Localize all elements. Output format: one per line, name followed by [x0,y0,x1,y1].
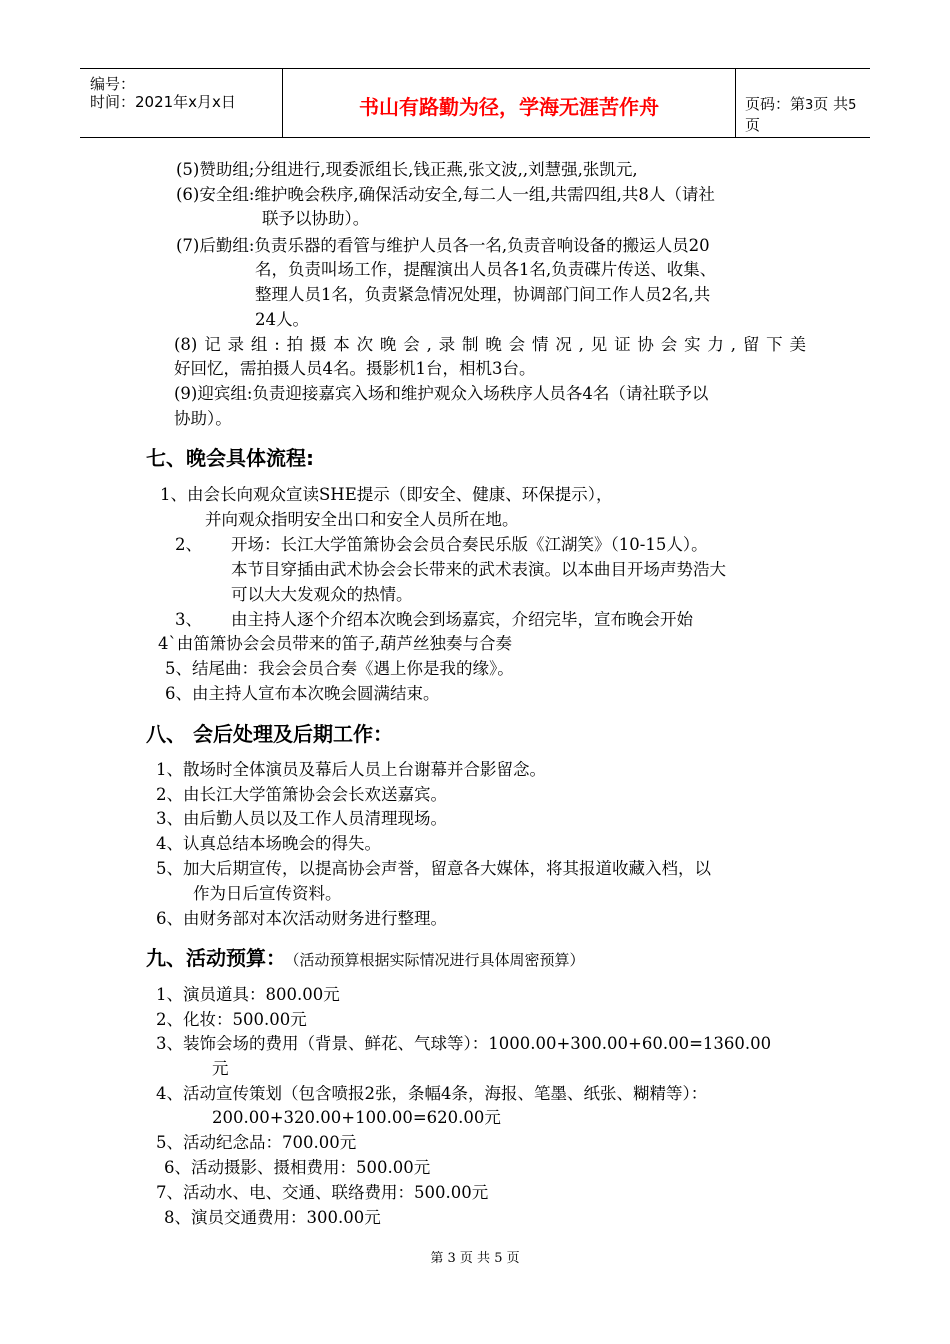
page-mid: 页 共 [813,95,849,113]
section-8-item-3: 3、由后勤人员以及工作人员清理现场。 [156,809,447,828]
group-7-line-3: 整理人员1名，负责紧急情况处理，协调部门间工作人员2名,共 [255,285,711,304]
document-number-label: 编号： [90,75,136,93]
section-7-item-1: 1、由会长向观众宣读SHE提示（即安全、健康、环保提示）， [160,485,613,504]
header-motto-cell [283,69,736,137]
section-7-item-2-cont-2: 可以大大发观众的热情。 [231,585,413,604]
group-9-line-2: 协助）。 [174,409,232,428]
section-8-item-2: 2、由长江大学笛箫协会会长欢送嘉宾。 [156,785,447,804]
group-9-line-1: (9)迎宾组:负责迎接嘉宾入场和维护观众入场秩序人员各4名（请社联予以 [174,384,709,403]
budget-item-2: 2、化妆：500.00元 [156,1010,307,1029]
page-header [80,68,870,138]
budget-item-8: 8、演员交通费用：300.00元 [164,1208,381,1227]
section-7-item-3-number: 3、 [175,610,202,629]
budget-item-6: 6、活动摄影、摄相费用：500.00元 [164,1158,431,1177]
document-time-label: 时间：2021年x月x日 [90,93,236,111]
budget-item-1: 1、演员道具：800.00元 [156,985,340,1004]
section-7-item-2-number: 2、 [175,535,202,554]
page-total: 5 [848,98,857,113]
section-7-heading: 七、晚会具体流程: [146,446,314,470]
section-8-item-5: 5、加大后期宣传，以提高协会声誉，留意各大媒体，将其报道收藏入档，以 [156,859,711,878]
group-6-line-2: 联予以协助）。 [262,209,370,228]
section-9-heading: 九、活动预算： （活动预算根据实际情况进行具体周密预算） [146,946,585,970]
budget-item-3-cont: 元 [212,1059,229,1078]
section-7-item-1-cont: 并向观众指明安全出口和安全人员所在地。 [205,510,519,529]
group-7-line-4: 24人。 [255,310,309,329]
page-footer: 第 3 页 共 5 页 [430,1251,520,1266]
group-8-line-1: (8)记录组:拍摄本次晚会,录制晚会情况,见证协会实力,留下美 [174,335,806,354]
group-7-line-2: 名，负责叫场工作，提醒演出人员各1名,负责碟片传送、收集、 [255,260,717,279]
header-meta-cell [80,69,283,137]
section-7-item-6: 6、由主持人宣布本次晚会圆满结束。 [165,684,440,703]
group-6-line-1: (6)安全组:维护晚会秩序,确保活动安全,每二人一组,共需四组,共8人（请社 [176,185,715,204]
group-5-line: (5)赞助组;分组进行,现委派组长,钱正燕,张文波,,刘慧强,张凯元, [176,160,638,179]
section-7-item-2-cont-1: 本节目穿插由武术协会会长带来的武术表演。以本曲目开场声势浩大 [231,560,726,579]
budget-item-3: 3、装饰会场的费用（背景、鲜花、气球等）：1000.00+300.00+60.00=1360.00 [156,1034,772,1053]
section-7-item-2: 开场：长江大学笛箫协会会员合奏民乐版《江湖笑》（10-15人）。 [231,535,708,554]
section-8-heading: 八、 会后处理及后期工作： [146,722,393,746]
section-8-item-5-cont: 作为日后宣传资料。 [193,884,342,903]
section-9-note: （活动预算根据实际情况进行具体周密预算） [292,951,585,969]
section-8-item-6: 6、由财务部对本次活动财务进行整理。 [156,909,447,928]
section-7-item-4: 4`由笛箫协会会员带来的笛子,葫芦丝独奏与合奏 [158,634,512,653]
header-motto: 书山有路勤为径，学海无涯苦作舟 [359,95,659,119]
section-7-item-3: 由主持人逐个介绍本次晚会到场嘉宾，介绍完毕，宣布晚会开始 [231,610,693,629]
budget-item-7: 7、活动水、电、交通、联络费用：500.00元 [156,1183,489,1202]
page-label: 页码：第 [745,95,806,113]
group-8-line-2: 好回忆，需拍摄人员4名。摄影机1台，相机3台。 [174,359,536,378]
budget-item-4: 4、活动宣传策划（包含喷报2张，条幅4条，海报、笔墨、纸张、糊精等）： [156,1084,708,1103]
header-page-indicator [745,93,870,135]
section-7-item-5: 5、结尾曲：我会会员合奏《遇上你是我的缘》。 [165,659,514,678]
page-end: 页 [745,116,761,134]
section-8-item-4: 4、认真总结本场晚会的得失。 [156,834,381,853]
budget-item-4-cont: 200.00+320.00+100.00=620.00元 [212,1108,501,1127]
section-8-item-1: 1、散场时全体演员及幕后人员上台谢幕并合影留念。 [156,760,546,779]
group-7-line-1: (7)后勤组:负责乐器的看管与维护人员各一名,负责音响设备的搬运人员20 [176,236,710,255]
page-current: 3 [805,98,814,113]
budget-item-5: 5、活动纪念品：700.00元 [156,1133,357,1152]
